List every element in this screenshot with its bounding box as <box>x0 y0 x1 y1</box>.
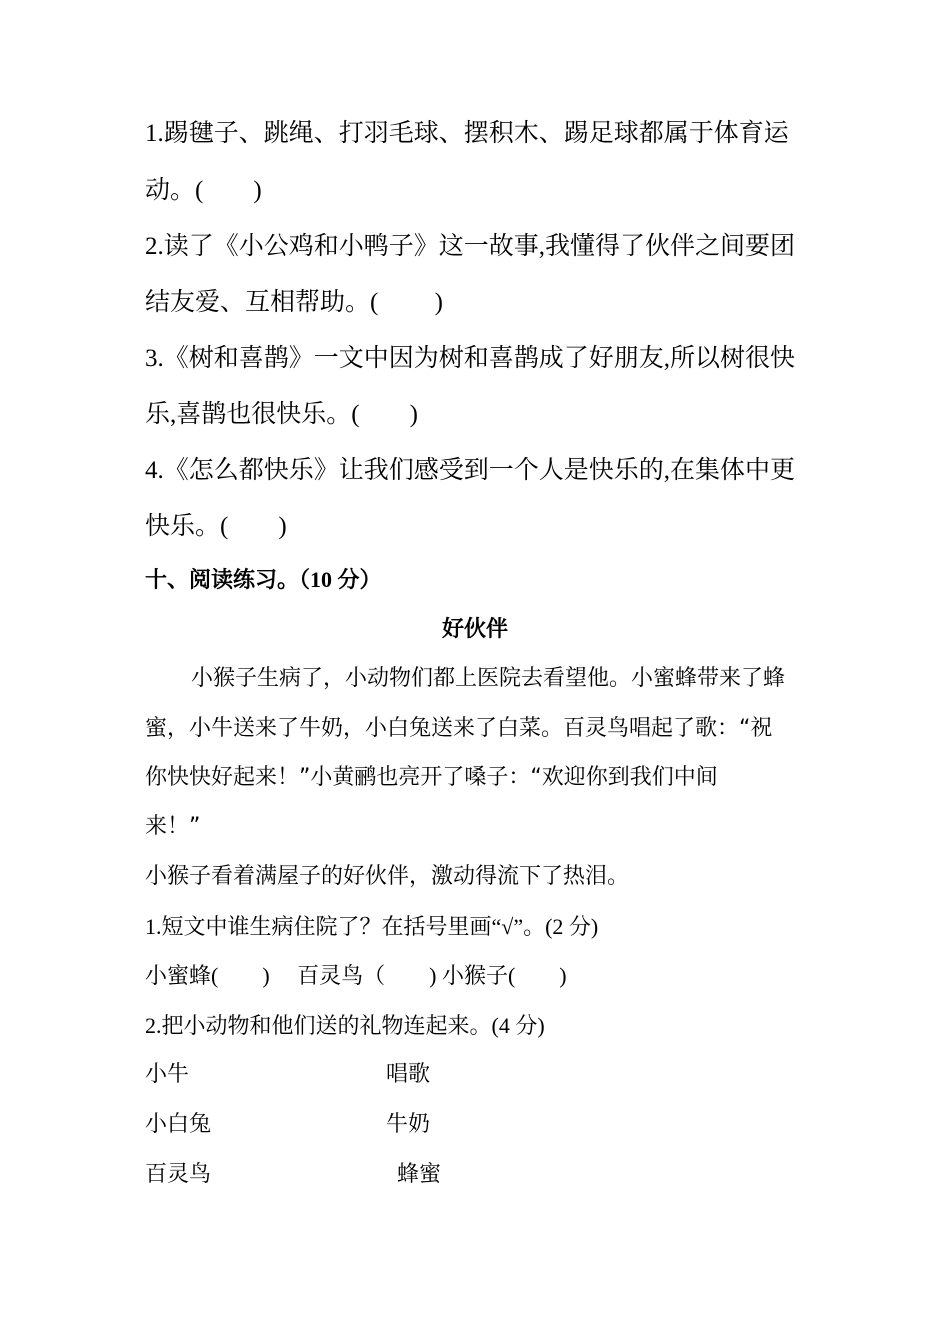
section-heading: 十、阅读练习。（10 分） <box>145 567 382 592</box>
passage-p2: 小猴子看着满屋子的好伙伴，激动得流下了热泪。 <box>145 864 630 889</box>
judgment-q3-line2: 乐,喜鹊也很快乐。( ) <box>145 401 418 428</box>
match-left-item: 百灵鸟 <box>145 1162 212 1187</box>
passage-title: 好伙伴 <box>441 617 508 642</box>
passage-p1-line3: 你快快好起来！”小黄鹂也亮开了嗓子：“欢迎你到我们中间 <box>145 765 718 790</box>
question-1: 1.短文中谁生病住院了？在括号里画“√”。(2 分) <box>145 914 599 939</box>
match-right-item: 牛奶 <box>386 1112 431 1137</box>
judgment-q3-line1: 3.《树和喜鹊》一文中因为树和喜鹊成了好朋友,所以树很快 <box>145 345 796 372</box>
match-left-item: 小牛 <box>145 1062 190 1087</box>
passage-p1-line4: 来！” <box>145 814 201 839</box>
judgment-q2-line1: 2.读了《小公鸡和小鸭子》这一故事,我懂得了伙伴之间要团 <box>145 233 796 260</box>
judgment-q2-line2: 结友爱、互相帮助。( ) <box>145 289 443 316</box>
match-left-item: 小白兔 <box>145 1112 212 1137</box>
question-1-options: 小蜜蜂( ) 百灵鸟（ ) 小猴子( ) <box>145 963 567 988</box>
judgment-q1-line2: 动。( ) <box>145 177 262 204</box>
match-right-item: 唱歌 <box>386 1062 431 1087</box>
judgment-q4-line2: 快乐。( ) <box>145 513 287 540</box>
match-right-item: 蜂蜜 <box>397 1162 442 1187</box>
judgment-q4-line1: 4.《怎么都快乐》让我们感受到一个人是快乐的,在集体中更 <box>145 457 796 484</box>
question-2: 2.把小动物和他们送的礼物连起来。(4 分) <box>145 1013 545 1038</box>
judgment-q1-line1: 1.踢毽子、跳绳、打羽毛球、摆积木、踢足球都属于体育运 <box>145 120 789 147</box>
passage-p1-line2: 蜜，小牛送来了牛奶，小白兔送来了白菜。百灵鸟唱起了歌：“祝 <box>145 716 773 741</box>
passage-p1-line1: 小猴子生病了，小动物们都上医院去看望他。小蜜蜂带来了蜂 <box>191 666 786 691</box>
